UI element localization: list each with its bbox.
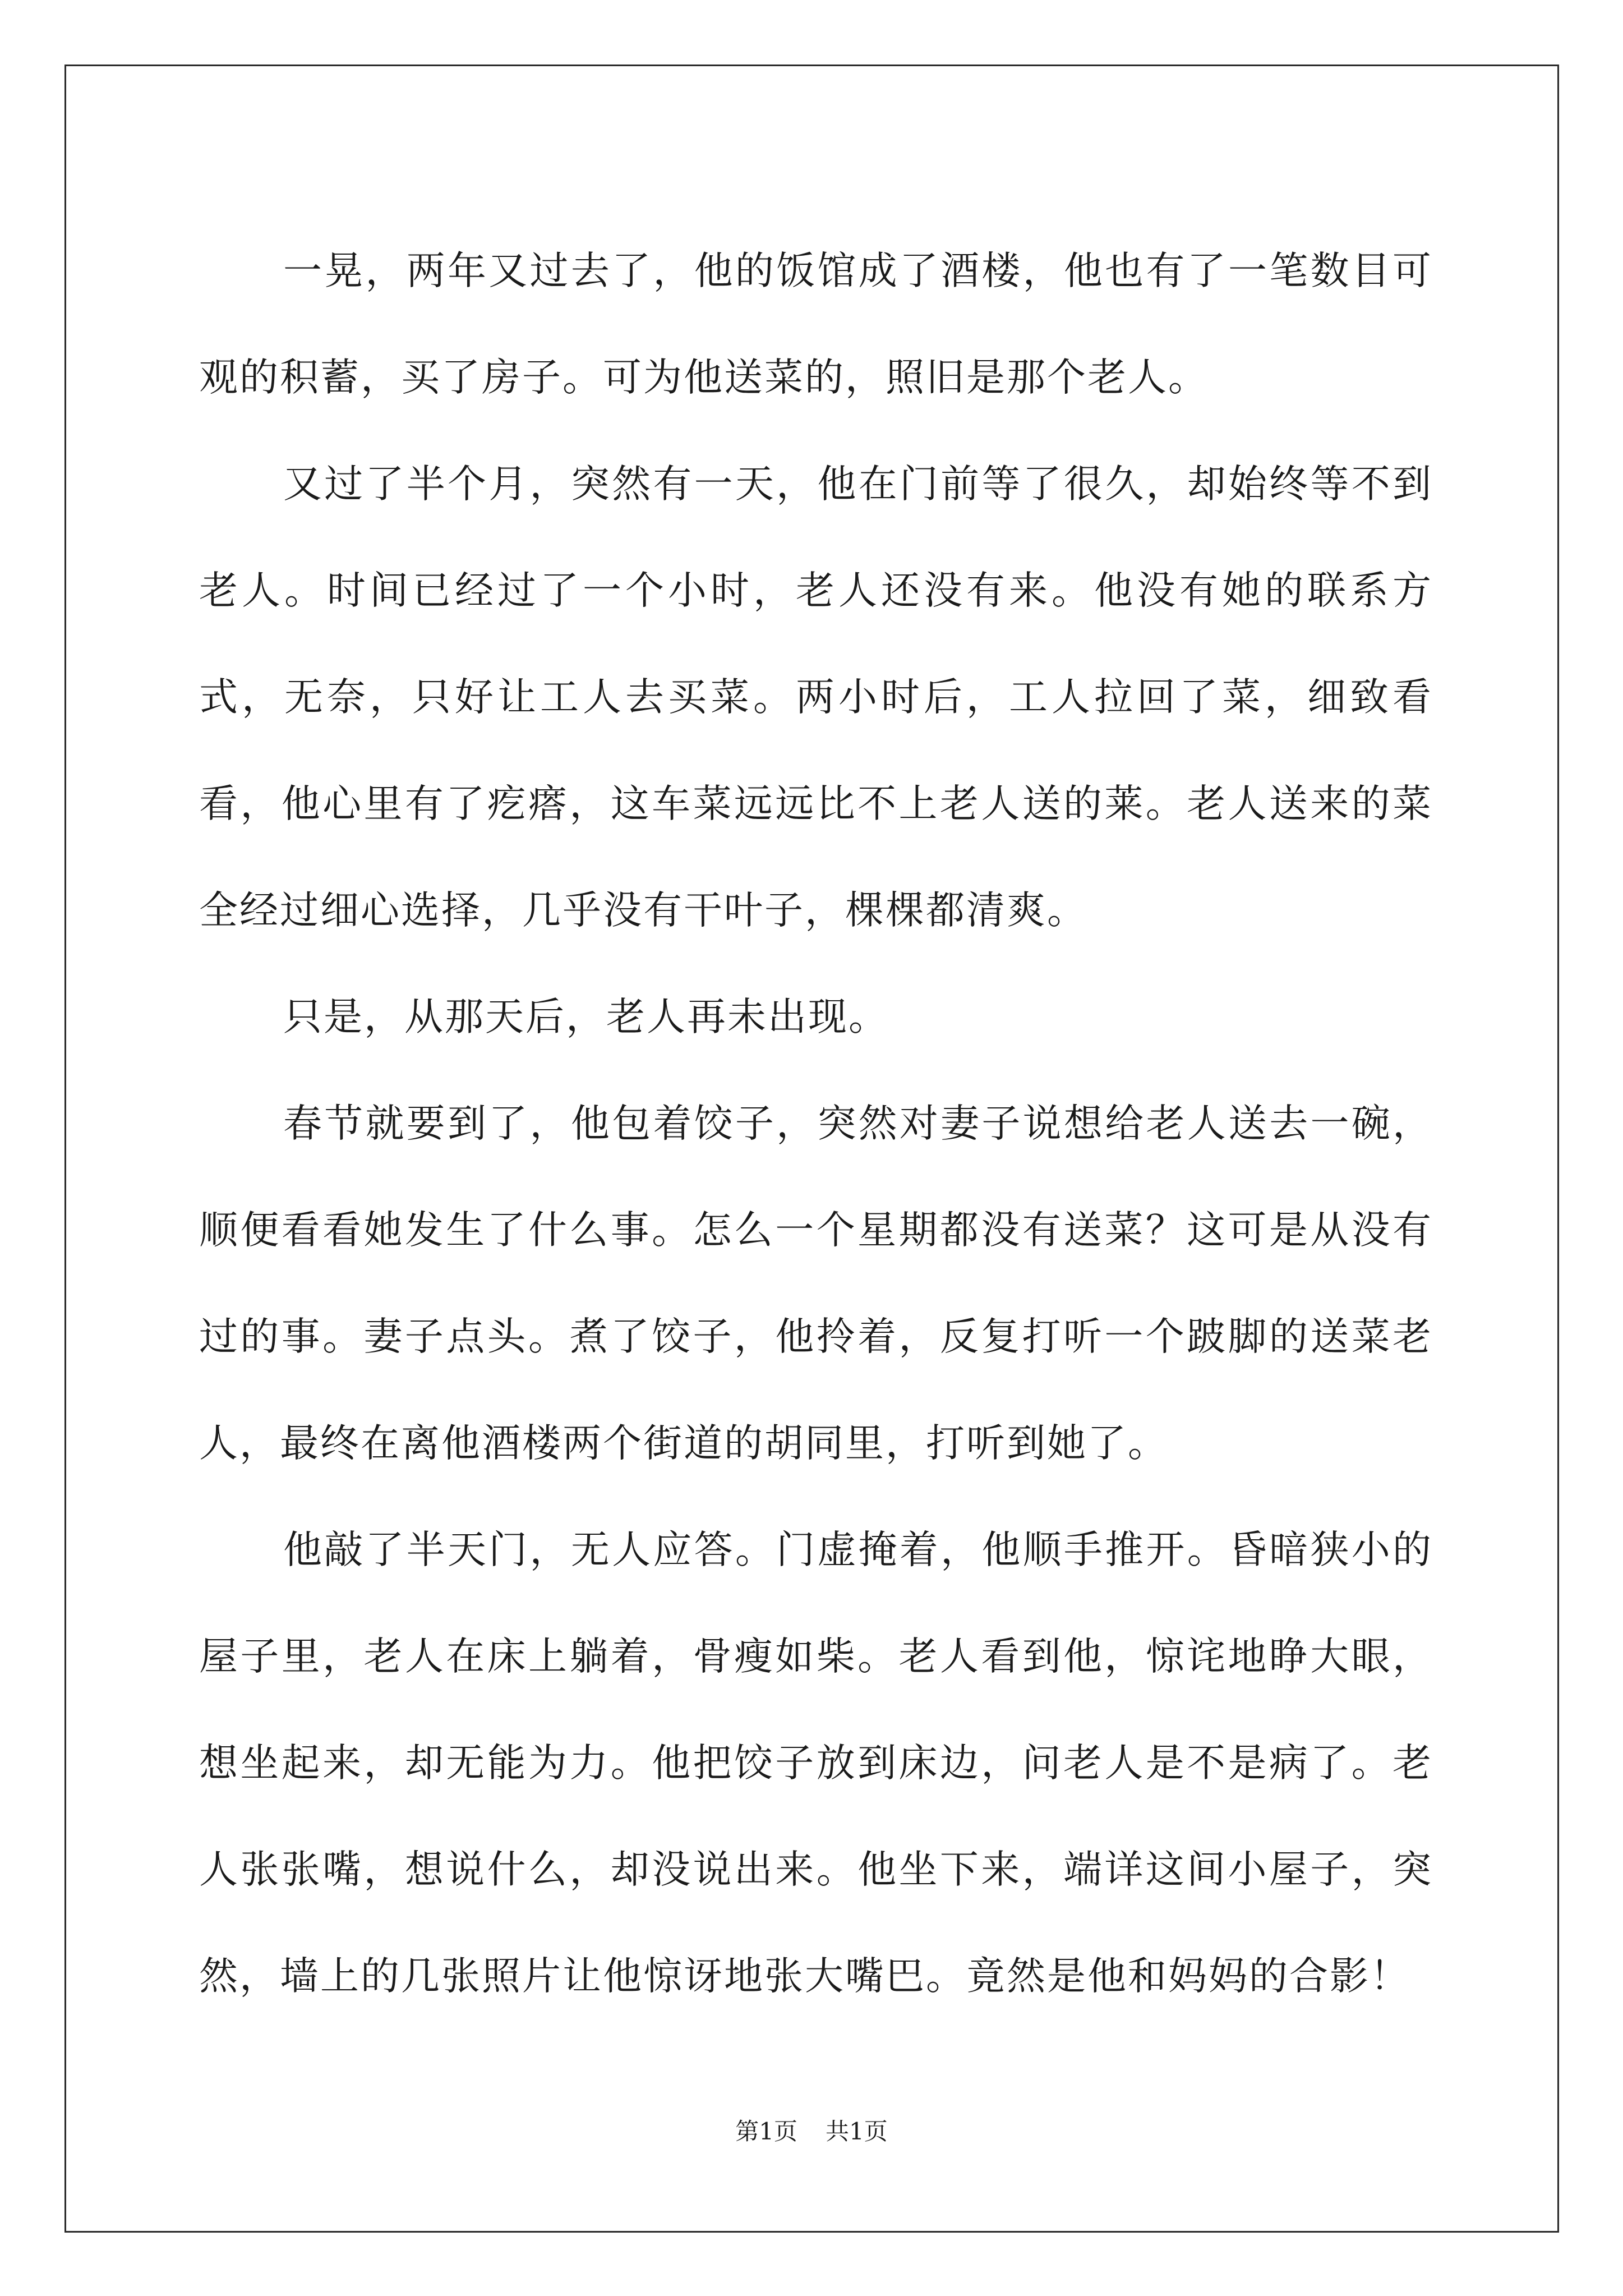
paragraph-3: 只是，从那天后，老人再未出现。: [283, 995, 889, 1039]
paragraph-2: 又过了半个月，突然有一天，他在门前等了很久，却始终等不到老人。时间已经过了一个小时，老人还没有来。他没有她的联系方式，无奈，只好让工人去买菜。两小时后，工人拉回了菜，细致看看，他心里有了疙瘩，这车菜远远比不上老人送的莱。老人送来的菜全经过细心选择，几乎没有干叶子，棵棵都清爽。: [199, 462, 1433, 933]
page-number-current: 第1页: [735, 2118, 797, 2145]
document-body: [199, 218, 1433, 2030]
page-number-total: 共1页: [826, 2118, 888, 2145]
paragraph-5: 他敲了半天门，无人应答。门虚掩着，他顺手推开。昏暗狭小的屋子里，老人在床上躺着，骨瘦如柴。老人看到他，惊诧地睁大眼，想坐起来，却无能为力。他把饺子放到床边，问老人是不是病了。老人张张嘴，想说什么，却没说出来。他坐下来，端详这间小屋子，突然，墙上的几张照片让他惊讶地张大嘴巴。竟然是他和妈妈的合影！: [199, 1527, 1433, 1999]
page-footer: [0, 2115, 1623, 2148]
paragraph-1: 一晃，两年又过去了，他的饭馆成了酒楼，他也有了一笔数目可观的积蓄，买了房子。可为他送菜的，照旧是那个老人。: [199, 249, 1433, 400]
paragraph-4: 春节就要到了，他包着饺子，突然对妻子说想给老人送去一碗，顺便看看她发生了什么事。怎么一个星期都没有送菜？这可是从没有过的事。妻子点头。煮了饺子，他拎着，反复打听一个跛脚的送菜老人，最终在离他酒楼两个街道的胡同里，打听到她了。: [199, 1101, 1433, 1466]
